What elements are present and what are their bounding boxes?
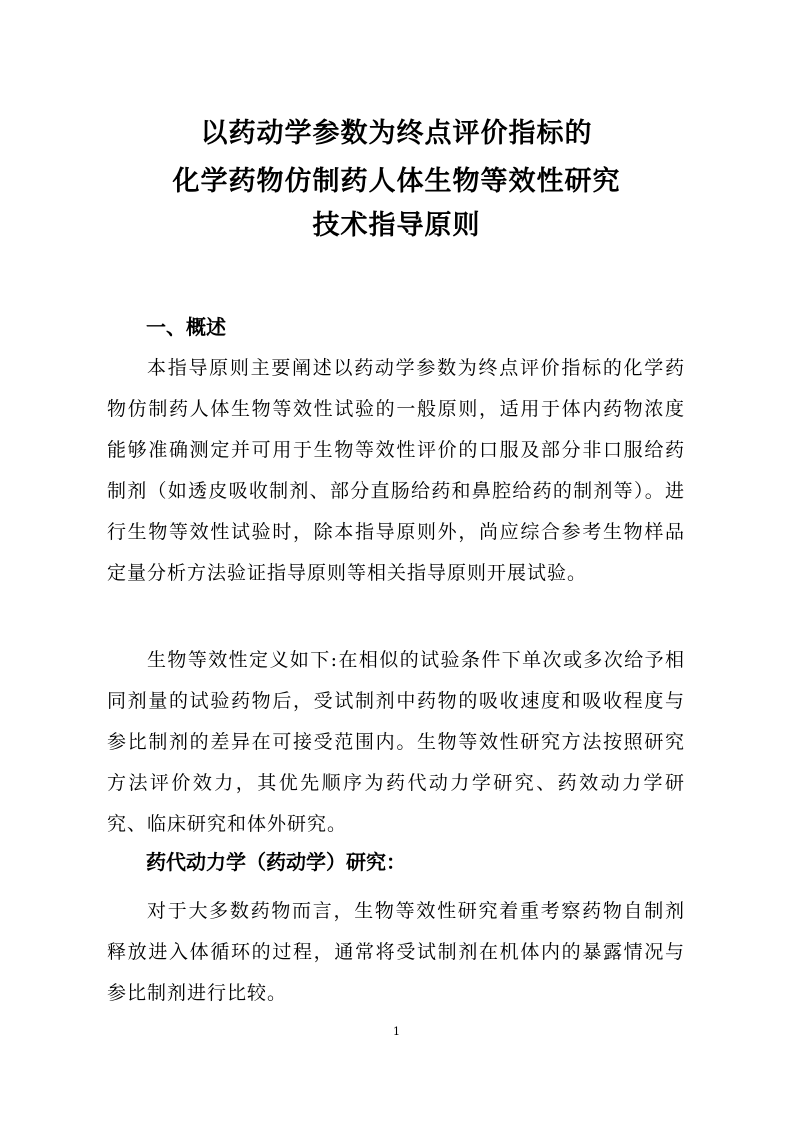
title-line-1: 以药动学参数为终点评价指标的 xyxy=(200,118,593,149)
paragraph-pk-study: 对于大多数药物而言，生物等效性研究着重考察药物自制剂释放进入体循环的过程，通常将受试制剂在机体内的暴露情况与参比制剂进行比较。 xyxy=(107,900,685,1004)
paragraph-scope: 本指导原则主要阐述以药动学参数为终点评价指标的化学药物仿制药人体生物等效性试验的一般原则，适用于体内药物浓度能够准确测定并可用于生物等效性评价的口服及部分非口服给药制剂（如透皮吸收制剂、部分直肠给药和鼻腔给药的制剂等）。进行生物等效性试验时，除本指导原则外，尚应综合参考生物样品定量分析方法验证指导原则等相关指导原则开展试验。 xyxy=(107,357,685,584)
section-heading-overview: 一、概述 xyxy=(146,315,226,339)
title-line-3: 技术指导原则 xyxy=(312,210,481,241)
page-number: 1 xyxy=(393,1025,400,1038)
paragraph-definition: 生物等效性定义如下:在相似的试验条件下单次或多次给予相同剂量的试验药物后，受试制剂中药物的吸收速度和吸收程度与参比制剂的差异在可接受范围内。生物等效性研究方法按照研究方法评价效力，其优先顺序为药代动力学研究、药效动力学研究、临床研究和体外研究。 xyxy=(107,649,685,835)
title-line-2: 化学药物仿制药人体生物等效性研究 xyxy=(172,166,621,197)
subheading-pharmacokinetics: 药代动力学（药动学）研究： xyxy=(146,850,406,874)
